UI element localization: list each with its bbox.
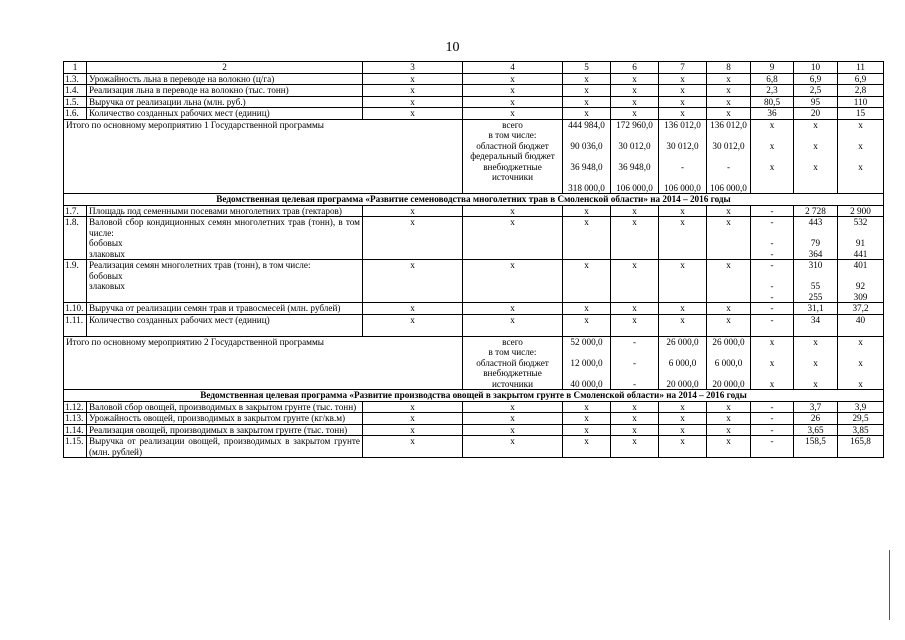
cell: x (707, 314, 751, 336)
row-number: 1.3. (64, 73, 87, 85)
cell: x (363, 217, 463, 260)
cell: 6,9 (794, 73, 838, 85)
table-row (64, 108, 884, 120)
section-title: Ведомственная целевая программа «Развитие производства овощей в закрытом грунте в Смоленской области» на 2014 – 2016 годы (64, 390, 884, 402)
header-cell: 1 (64, 62, 87, 74)
cell: x (363, 303, 463, 315)
row-number: 1.6. (64, 108, 87, 120)
cell: x (463, 314, 563, 336)
cell: x (363, 436, 463, 458)
total-label: Итого по основному мероприятию 2 Государственной программы (64, 336, 463, 390)
cell: 532 91 441 (838, 217, 884, 260)
cell: - (751, 314, 794, 336)
row-number: 1.13. (64, 413, 87, 425)
cell: x (707, 85, 751, 97)
total-col7: 136 012,0 30 012,0 - 106 000,0 (659, 119, 707, 194)
cell: 34 (794, 314, 838, 336)
total-col10: x x x (794, 119, 838, 194)
cell: 401 92 309 (838, 260, 884, 303)
row-name: Количество созданных рабочих мест (единиц) (87, 314, 363, 336)
indicators-table (63, 61, 884, 458)
table-row (64, 413, 884, 425)
cell: 3,7 (794, 401, 838, 413)
row-name: Выручка от реализации семян трав и травосмесей (млн. рублей) (87, 303, 363, 315)
total-row (64, 119, 884, 194)
row-number: 1.7. (64, 205, 87, 217)
cell: x (659, 73, 707, 85)
cell: 2 900 (838, 205, 884, 217)
cell: x (363, 96, 463, 108)
row-name: Выручка от реализации льна (млн. руб.) (87, 96, 363, 108)
cell: x (463, 73, 563, 85)
cell: x (611, 424, 659, 436)
total-col8: 26 000,0 6 000,0 20 000,0 (707, 336, 751, 390)
row-number: 1.10. (64, 303, 87, 315)
cell: 29,5 (838, 413, 884, 425)
cell: x (463, 217, 563, 260)
cell: 2 728 (794, 205, 838, 217)
cell: x (659, 436, 707, 458)
header-cell: 6 (611, 62, 659, 74)
section-header (64, 390, 884, 402)
cell: - (751, 413, 794, 425)
cell: x (363, 205, 463, 217)
row-name: Валовой сбор кондиционных семян многолетних трав (тонн), в том числе: бобовых злаковых (87, 217, 363, 260)
cell: x (659, 96, 707, 108)
cell: 443 79 364 (794, 217, 838, 260)
cell: 3,85 (838, 424, 884, 436)
cell: x (707, 303, 751, 315)
cell: - - - (751, 217, 794, 260)
total-col9: x x x (751, 119, 794, 194)
cell: x (363, 260, 463, 303)
cell: x (563, 205, 611, 217)
cell: x (611, 413, 659, 425)
cell: x (659, 217, 707, 260)
table-row (64, 424, 884, 436)
total-col10: x x x (794, 336, 838, 390)
cell: x (463, 424, 563, 436)
row-name: Урожайность льна в переводе на волокно (ц/га) (87, 73, 363, 85)
cell: x (707, 424, 751, 436)
row-number: 1.5. (64, 96, 87, 108)
row-number: 1.11. (64, 314, 87, 336)
cell: x (363, 314, 463, 336)
total-col6: - - - (611, 336, 659, 390)
row-name: Реализация овощей, производимых в закрытом грунте (тыс. тонн) (87, 424, 363, 436)
total-col11: x x x (838, 336, 884, 390)
header-cell: 4 (463, 62, 563, 74)
table-row (64, 314, 884, 336)
cell: 26 (794, 413, 838, 425)
total-breakdown: всего в том числе: областной бюджет федеральный бюджет внебюджетные источники (463, 119, 563, 194)
row-name: Урожайность овощей, производимых в закрытом грунте (кг/кв.м) (87, 413, 363, 425)
cell: x (363, 85, 463, 97)
cell: x (707, 401, 751, 413)
cell: x (707, 260, 751, 303)
cell: x (611, 436, 659, 458)
cell: 2,5 (794, 85, 838, 97)
cell: x (563, 436, 611, 458)
cell: x (363, 413, 463, 425)
row-number: 1.15. (64, 436, 87, 458)
cell: 110 (838, 96, 884, 108)
cell: x (611, 260, 659, 303)
scan-margin-line (889, 550, 890, 620)
total-col8: 136 012,0 30 012,0 - 106 000,0 (707, 119, 751, 194)
header-cell: 2 (87, 62, 363, 74)
row-name: Выручка от реализации овощей, производимых в закрытом грунте (млн. рублей) (87, 436, 363, 458)
cell: x (659, 401, 707, 413)
header-cell: 9 (751, 62, 794, 74)
cell: 6,8 (751, 73, 794, 85)
header-cell: 7 (659, 62, 707, 74)
row-name: Реализация семян многолетних трав (тонн), в том числе: бобовых злаковых (87, 260, 363, 303)
cell: 15 (838, 108, 884, 120)
row-number: 1.14. (64, 424, 87, 436)
cell: x (463, 85, 563, 97)
table-row (64, 73, 884, 85)
table-row (64, 260, 884, 303)
cell: x (563, 314, 611, 336)
cell: 2,3 (751, 85, 794, 97)
cell: x (463, 401, 563, 413)
cell: 2,8 (838, 85, 884, 97)
cell: x (659, 413, 707, 425)
cell: x (363, 108, 463, 120)
total-breakdown: всего в том числе: областной бюджет внебюджетные источники (463, 336, 563, 390)
table-row (64, 217, 884, 260)
total-row (64, 336, 884, 390)
cell: x (707, 96, 751, 108)
row-number: 1.9. (64, 260, 87, 303)
cell: x (659, 303, 707, 315)
cell: x (707, 217, 751, 260)
row-number: 1.12. (64, 401, 87, 413)
total-col6: 172 960,0 30 012,0 36 948,0 106 000,0 (611, 119, 659, 194)
cell: x (563, 108, 611, 120)
row-name: Реализация льна в переводе на волокно (тыс. тонн) (87, 85, 363, 97)
cell: x (707, 413, 751, 425)
cell: x (463, 108, 563, 120)
cell: x (363, 73, 463, 85)
total-col9: x x x (751, 336, 794, 390)
cell: x (563, 303, 611, 315)
cell: x (563, 424, 611, 436)
cell: - - - (751, 260, 794, 303)
row-name: Площадь под семенными посевами многолетних трав (гектаров) (87, 205, 363, 217)
cell: x (611, 401, 659, 413)
table-row (64, 303, 884, 315)
total-col5: 52 000,0 12 000,0 40 000,0 (563, 336, 611, 390)
cell: 20 (794, 108, 838, 120)
cell: - (751, 303, 794, 315)
row-number: 1.8. (64, 217, 87, 260)
cell: 310 55 255 (794, 260, 838, 303)
cell: x (659, 205, 707, 217)
cell: x (463, 96, 563, 108)
total-col7: 26 000,0 6 000,0 20 000,0 (659, 336, 707, 390)
cell: x (707, 108, 751, 120)
row-name: Валовой сбор овощей, производимых в закрытом грунте (тыс. тонн) (87, 401, 363, 413)
cell: x (707, 436, 751, 458)
cell: x (563, 413, 611, 425)
cell: 3,65 (794, 424, 838, 436)
row-number: 1.4. (64, 85, 87, 97)
cell: x (611, 303, 659, 315)
cell: x (563, 85, 611, 97)
cell: 31,1 (794, 303, 838, 315)
cell: x (611, 96, 659, 108)
table-row (64, 96, 884, 108)
cell: 40 (838, 314, 884, 336)
row-name: Количество созданных рабочих мест (единиц) (87, 108, 363, 120)
cell: 158,5 (794, 436, 838, 458)
table-row (64, 85, 884, 97)
total-label: Итого по основному мероприятию 1 Государственной программы (64, 119, 463, 194)
cell: x (563, 401, 611, 413)
header-cell: 10 (794, 62, 838, 74)
cell: x (611, 73, 659, 85)
cell: - (751, 424, 794, 436)
total-col11: x x x (838, 119, 884, 194)
table-row (64, 205, 884, 217)
table-row (64, 436, 884, 458)
header-cell: 3 (363, 62, 463, 74)
section-header (64, 194, 884, 206)
cell: 80,5 (751, 96, 794, 108)
cell: 3,9 (838, 401, 884, 413)
table-row (64, 401, 884, 413)
cell: x (611, 205, 659, 217)
cell: x (463, 436, 563, 458)
cell: x (611, 85, 659, 97)
cell: x (563, 260, 611, 303)
cell: x (463, 260, 563, 303)
cell: x (363, 424, 463, 436)
cell: x (707, 205, 751, 217)
cell: 6,9 (838, 73, 884, 85)
cell: x (659, 424, 707, 436)
header-cell: 5 (563, 62, 611, 74)
cell: x (563, 217, 611, 260)
page-number: 10 (445, 40, 460, 55)
cell: 36 (751, 108, 794, 120)
cell: x (363, 401, 463, 413)
cell: x (611, 108, 659, 120)
cell: - (751, 205, 794, 217)
cell: 37,2 (838, 303, 884, 315)
cell: x (659, 260, 707, 303)
cell: x (659, 108, 707, 120)
cell: x (563, 96, 611, 108)
cell: x (463, 205, 563, 217)
cell: x (707, 73, 751, 85)
header-cell: 11 (838, 62, 884, 74)
header-row (64, 62, 884, 74)
cell: 95 (794, 96, 838, 108)
cell: x (659, 314, 707, 336)
cell: x (659, 85, 707, 97)
header-cell: 8 (707, 62, 751, 74)
cell: x (463, 413, 563, 425)
cell: - (751, 401, 794, 413)
cell: x (611, 217, 659, 260)
cell: 165,8 (838, 436, 884, 458)
cell: x (563, 73, 611, 85)
section-title: Ведомственная целевая программа «Развитие семеноводства многолетних трав в Смоленской области» на 2014 – 2016 годы (64, 194, 884, 206)
cell: x (611, 314, 659, 336)
cell: x (463, 303, 563, 315)
cell: - (751, 436, 794, 458)
total-col5: 444 984,0 90 036,0 36 948,0 318 000,0 (563, 119, 611, 194)
